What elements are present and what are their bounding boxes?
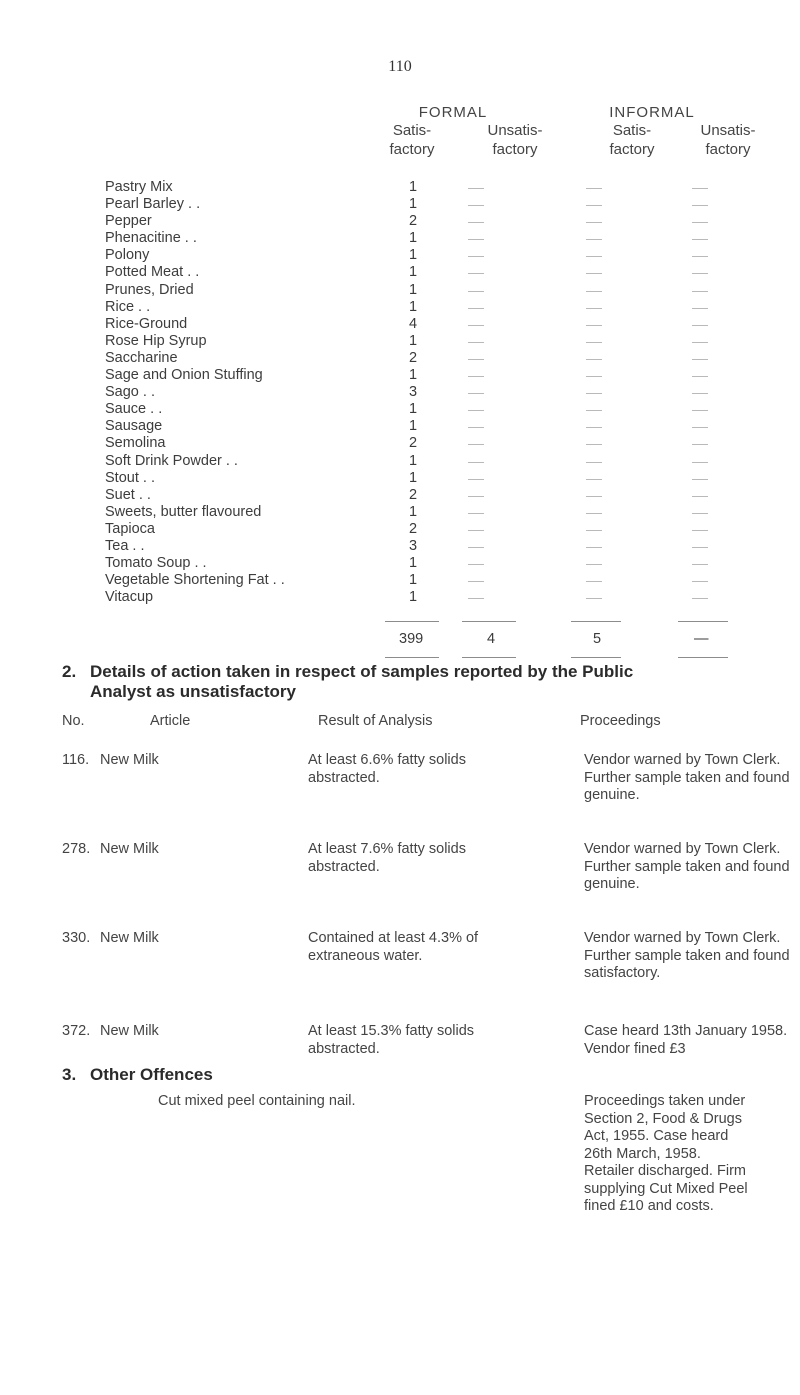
other-offence-proceedings: Proceedings taken under Section 2, Food & Drugs Act, 1955. Case heard 26th March, 1958. Retailer discharged. Firm supplying Cut Mixed Peel fined £10 and costs.: [584, 1093, 748, 1214]
empty-dash: [692, 564, 708, 565]
article-name: Rice . .: [105, 298, 151, 315]
table-row: [0, 504, 800, 521]
page-number: 110: [388, 58, 412, 75]
table-row: [0, 282, 800, 299]
empty-dash: [586, 342, 602, 343]
empty-dash: [468, 256, 484, 257]
empty-dash: [468, 462, 484, 463]
table-row: [0, 470, 800, 487]
article-name: Sausage: [105, 418, 163, 435]
empty-dash: [468, 342, 484, 343]
entry-number: 372.: [62, 1023, 91, 1039]
empty-dash: [692, 598, 708, 599]
empty-dash: [692, 205, 708, 206]
table-row: [0, 589, 800, 606]
empty-dash: [468, 581, 484, 582]
empty-dash: [586, 427, 602, 428]
article-name: Suet . .: [105, 486, 151, 503]
column-header-proceedings: Proceedings: [580, 713, 661, 729]
formal-satisfactory-count: 1: [408, 452, 418, 469]
empty-dash: [692, 256, 708, 257]
total-formal-satisfactory: 399: [399, 631, 424, 647]
formal-satisfactory-count: 2: [408, 349, 418, 366]
entry-result: At least 6.6% fatty solids abstracted.: [308, 752, 466, 786]
article-name: Sage and Onion Stuffing: [105, 367, 263, 384]
article-name: Pepper: [105, 213, 152, 230]
header-informal: INFORMAL: [609, 104, 695, 121]
empty-dash: [586, 376, 602, 377]
table-row: [0, 230, 800, 247]
entry-proceedings: Case heard 13th January 1958. Vendor fined £3: [584, 1023, 788, 1057]
table-row: [0, 418, 800, 435]
formal-satisfactory-count: 2: [408, 520, 418, 537]
table-row: [0, 435, 800, 452]
section-3-heading: [62, 1065, 213, 1085]
formal-satisfactory-count: 1: [408, 264, 418, 281]
empty-dash: [586, 496, 602, 497]
article-name: Polony: [105, 247, 150, 264]
article-name: Tomato Soup . .: [105, 555, 207, 572]
table-row: [0, 179, 800, 196]
header-formal-unsatisfactory: [467, 121, 563, 159]
empty-dash: [692, 393, 708, 394]
empty-dash: [692, 530, 708, 531]
article-name: Vitacup: [105, 589, 154, 606]
other-offence-description: Cut mixed peel containing nail.: [158, 1093, 356, 1109]
table-row: [0, 299, 800, 316]
entry-number: 330.: [62, 930, 91, 946]
total-informal-satisfactory: 5: [593, 631, 602, 647]
formal-satisfactory-count: 1: [408, 503, 418, 520]
empty-dash: [586, 308, 602, 309]
article-name: Soft Drink Powder . .: [105, 452, 238, 469]
formal-satisfactory-count: 3: [408, 537, 418, 554]
formal-satisfactory-count: 1: [408, 418, 418, 435]
header-informal-satisfactory-line2: factory: [609, 141, 655, 158]
article-name: Tapioca: [105, 520, 155, 537]
header-informal-unsatisfactory-line2: factory: [705, 141, 751, 158]
empty-dash: [586, 513, 602, 514]
empty-dash: [468, 598, 484, 599]
entry-number: 116.: [62, 752, 90, 768]
column-header-no: No.: [62, 713, 85, 729]
header-formal-satisfactory-line1: Satis-: [392, 122, 432, 139]
entry-article: New Milk: [100, 930, 159, 946]
empty-dash: [468, 547, 484, 548]
formal-satisfactory-count: 2: [408, 435, 418, 452]
formal-satisfactory-count: 1: [408, 401, 418, 418]
formal-satisfactory-count: 1: [408, 367, 418, 384]
header-formal: FORMAL: [418, 104, 488, 121]
empty-dash: [692, 273, 708, 274]
empty-dash: [692, 222, 708, 223]
empty-dash: [468, 308, 484, 309]
empty-dash: [468, 222, 484, 223]
article-name: Sauce . .: [105, 401, 163, 418]
header-informal-unsatisfactory-line1: Unsatis-: [700, 122, 756, 139]
formal-satisfactory-count: 1: [408, 281, 418, 298]
entry-result: At least 7.6% fatty solids abstracted.: [308, 841, 466, 875]
total-rule-bottom: [678, 657, 728, 658]
section-2-number: 2.: [62, 662, 77, 681]
article-name: Vegetable Shortening Fat . .: [105, 572, 285, 589]
formal-satisfactory-count: 1: [408, 247, 418, 264]
article-name: Sago . .: [105, 384, 155, 401]
header-informal-satisfactory-line1: Satis-: [612, 122, 652, 139]
formal-satisfactory-count: 2: [408, 486, 418, 503]
empty-dash: [468, 291, 484, 292]
formal-satisfactory-count: 1: [408, 469, 418, 486]
empty-dash: [586, 581, 602, 582]
entry-result: Contained at least 4.3% of extraneous water.: [308, 930, 479, 964]
table-row: [0, 213, 800, 230]
table-row: [0, 521, 800, 538]
empty-dash: [692, 547, 708, 548]
empty-dash: [692, 239, 708, 240]
header-formal-unsatisfactory-line2: factory: [492, 141, 538, 158]
total-rule-bottom: [462, 657, 516, 658]
formal-satisfactory-count: 1: [408, 179, 418, 195]
table-row: [0, 367, 800, 384]
table-row: [0, 350, 800, 367]
empty-dash: [468, 325, 484, 326]
table-row: [0, 401, 800, 418]
total-rule-top: [571, 621, 621, 622]
entry-proceedings: Vendor warned by Town Clerk. Further sample taken and found genuine.: [584, 752, 790, 803]
empty-dash: [692, 444, 708, 445]
formal-satisfactory-count: 2: [408, 213, 418, 230]
empty-dash: [586, 256, 602, 257]
empty-dash: [586, 564, 602, 565]
article-name: Sweets, butter flavoured: [105, 503, 262, 520]
section-2-title-line1: Details of action taken in respect of samples reported by the Public: [90, 662, 634, 681]
empty-dash: [586, 598, 602, 599]
empty-dash: [468, 393, 484, 394]
table-row: [0, 316, 800, 333]
empty-dash: [468, 188, 484, 189]
empty-dash: [468, 427, 484, 428]
article-name: Pastry Mix: [105, 179, 173, 195]
empty-dash: [692, 308, 708, 309]
total-rule-top: [678, 621, 728, 622]
total-rule-top: [385, 621, 439, 622]
formal-satisfactory-count: 1: [408, 230, 418, 247]
header-formal-satisfactory-line2: factory: [389, 141, 435, 158]
section-3-title: Other Offences: [90, 1065, 213, 1084]
header-formal-unsatisfactory-line1: Unsatis-: [487, 122, 543, 139]
empty-dash: [586, 444, 602, 445]
total-rule-top: [462, 621, 516, 622]
empty-dash: [692, 325, 708, 326]
table-row: [0, 384, 800, 401]
formal-satisfactory-count: 3: [408, 384, 418, 401]
empty-dash: [586, 222, 602, 223]
section-3-number: 3.: [62, 1065, 77, 1084]
empty-dash: [468, 239, 484, 240]
article-name: Semolina: [105, 435, 166, 452]
entry-number: 278.: [62, 841, 91, 857]
empty-dash: [586, 530, 602, 531]
section-2-title-line2: Analyst as unsatisfactory: [90, 682, 296, 701]
formal-satisfactory-count: 1: [408, 589, 418, 606]
total-formal-unsatisfactory: 4: [487, 631, 496, 647]
article-name: Prunes, Dried: [105, 281, 194, 298]
table-row: [0, 453, 800, 470]
table-row: [0, 264, 800, 281]
article-name: Tea . .: [105, 537, 145, 554]
empty-dash: [692, 376, 708, 377]
samples-table: [0, 179, 800, 606]
article-name: Saccharine: [105, 349, 178, 366]
empty-dash: [586, 359, 602, 360]
empty-dash: [468, 273, 484, 274]
formal-satisfactory-count: 1: [408, 572, 418, 589]
empty-dash: [692, 513, 708, 514]
empty-dash: [586, 325, 602, 326]
total-rule-bottom: [385, 657, 439, 658]
empty-dash: [468, 444, 484, 445]
total-rule-bottom: [571, 657, 621, 658]
article-name: Potted Meat . .: [105, 264, 200, 281]
empty-dash: [692, 581, 708, 582]
empty-dash: [692, 291, 708, 292]
empty-dash: [586, 239, 602, 240]
entry-article: New Milk: [100, 841, 159, 857]
empty-dash: [692, 427, 708, 428]
empty-dash: [586, 188, 602, 189]
empty-dash: [586, 205, 602, 206]
empty-dash: [692, 479, 708, 480]
entry-proceedings: Vendor warned by Town Clerk. Further sample taken and found satisfactory.: [584, 930, 790, 981]
empty-dash: [586, 547, 602, 548]
article-name: Rice-Ground: [105, 315, 188, 332]
formal-satisfactory-count: 1: [408, 196, 418, 213]
entry-result: At least 15.3% fatty solids abstracted.: [308, 1023, 475, 1057]
empty-dash: [692, 462, 708, 463]
empty-dash: [468, 359, 484, 360]
table-row: [0, 538, 800, 555]
formal-satisfactory-count: 1: [408, 332, 418, 349]
empty-dash: [692, 496, 708, 497]
entry-article: New Milk: [100, 752, 159, 768]
entry-proceedings: Vendor warned by Town Clerk. Further sample taken and found genuine.: [584, 841, 790, 892]
table-row: [0, 196, 800, 213]
table-row: [0, 555, 800, 572]
column-header-article: Article: [150, 713, 191, 729]
table-row: [0, 333, 800, 350]
entry-article: New Milk: [100, 1023, 159, 1039]
empty-dash: [468, 496, 484, 497]
empty-dash: [468, 564, 484, 565]
formal-satisfactory-count: 1: [408, 555, 418, 572]
empty-dash: [692, 410, 708, 411]
section-2-heading: [62, 662, 633, 702]
empty-dash: [692, 188, 708, 189]
empty-dash: [692, 342, 708, 343]
header-informal-satisfactory: [592, 121, 672, 159]
empty-dash: [586, 462, 602, 463]
header-formal-satisfactory: [372, 121, 452, 159]
table-row: [0, 572, 800, 589]
empty-dash: [468, 530, 484, 531]
table-row: [0, 487, 800, 504]
article-name: Pearl Barley . .: [105, 196, 201, 213]
article-name: Stout . .: [105, 469, 155, 486]
empty-dash: [468, 513, 484, 514]
empty-dash: [468, 205, 484, 206]
empty-dash: [586, 479, 602, 480]
empty-dash: [586, 273, 602, 274]
header-informal-unsatisfactory: [688, 121, 768, 159]
empty-dash: [586, 410, 602, 411]
empty-dash: [468, 376, 484, 377]
empty-dash: [468, 410, 484, 411]
article-name: Rose Hip Syrup: [105, 332, 207, 349]
empty-dash: [586, 393, 602, 394]
empty-dash: [586, 291, 602, 292]
column-header-result: Result of Analysis: [318, 713, 433, 729]
empty-dash: [692, 359, 708, 360]
formal-satisfactory-count: 1: [408, 298, 418, 315]
article-name: Phenacitine . .: [105, 230, 197, 247]
empty-dash: [468, 479, 484, 480]
formal-satisfactory-count: 4: [408, 315, 418, 332]
total-informal-unsatisfactory: —: [694, 631, 709, 647]
table-row: [0, 247, 800, 264]
